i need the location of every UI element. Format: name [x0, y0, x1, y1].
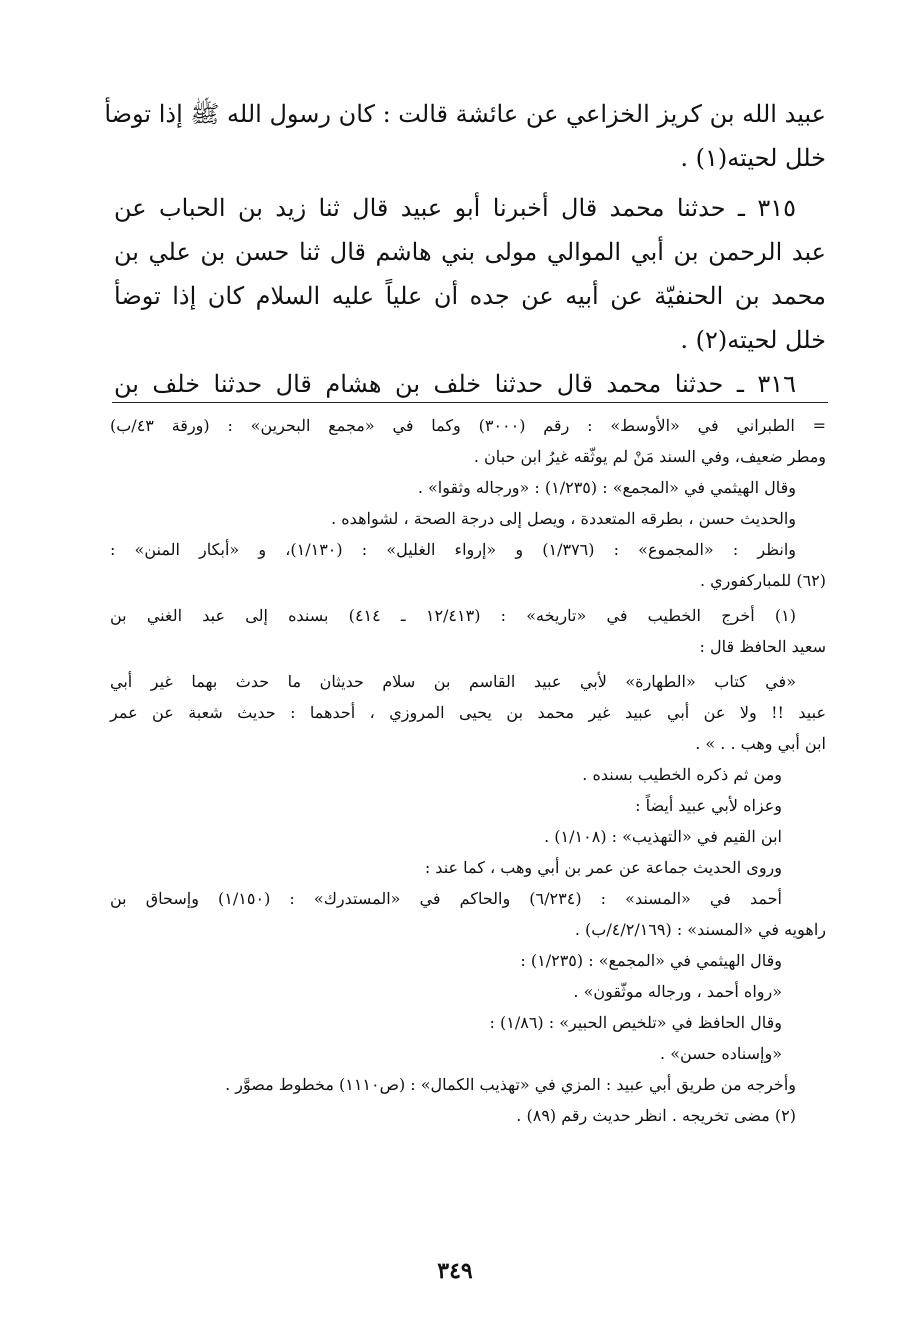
footnote-line: ابن القيم في «التهذيب» : (١/١٠٨) .	[544, 827, 782, 846]
footnote-line: وقال الهيثمي في «المجمع» : (١/٢٣٥) : «ورجاله وثقوا» .	[417, 478, 796, 497]
footnote-line: وقال الحافظ في «تلخيص الحبير» : (١/٨٦) :	[489, 1013, 782, 1032]
footnote-line: «رواه أحمد ، ورجاله موثّقون» .	[573, 982, 782, 1001]
page-number: ٣٤٩	[437, 1258, 473, 1284]
main-text-line: خلل لحيته(٢) .	[680, 326, 826, 354]
footnote-line: والحديث حسن ، بطرقه المتعددة ، ويصل إلى درجة الصحة ، لشواهده .	[331, 509, 796, 528]
footnote-line: «في كتاب «الطهارة» لأبي عبيد القاسم بن سلام حديثان ما حدث بهما غير أبي	[110, 672, 796, 691]
main-text-line: عبد الرحمن بن أبي الموالي مولى بني هاشم قال ثنا حسن بن علي بن	[114, 238, 826, 266]
footnote-line: ومطر ضعيف، وفي السند مَنْ لم يوثّقه غيرُ ابن حبان .	[473, 447, 826, 466]
footnote-line: وأخرجه من طريق أبي عبيد : المزي في «تهذيب الكمال» : (ص١١١٠) مخطوط مصوَّر .	[225, 1075, 796, 1094]
footnote-line: (٢) مضى تخريجه . انظر حديث رقم (٨٩) .	[516, 1106, 796, 1125]
main-text-line: عبيد الله بن كريز الخزاعي عن عائشة قالت : كان رسول الله ﷺ إذا توضأ	[104, 100, 826, 128]
footnote-line: راهويه في «المسند» : (٤/٢/١٦٩/ب) .	[574, 920, 826, 939]
footnote-line: = الطبراني في «الأوسط» : رقم (٣٠٠٠) وكما في «مجمع البحرين» : (ورقة ٤٣/ب)	[110, 416, 826, 435]
footnote-line: وعزاه لأبي عبيد أيضاً :	[635, 796, 782, 815]
footnote-line: ابن أبي وهب . . » .	[695, 734, 826, 753]
footnote-line: سعيد الحافظ قال :	[699, 637, 826, 656]
footnote-line: «وإسناده حسن» .	[660, 1044, 782, 1063]
footnote-line: وروى الحديث جماعة عن عمر بن أبي وهب ، كما عند :	[424, 858, 782, 877]
footnote-line: (٦٢) للمباركفوري .	[699, 571, 826, 590]
footnote-separator	[112, 402, 828, 403]
main-text-line: خلل لحيته(١) .	[680, 144, 826, 172]
footnote-line: (١) أخرج الخطيب في «تاريخه» : (١٢/٤١٣ ـ ٤١٤) بسنده إلى عبد الغني بن	[110, 606, 797, 625]
footnote-line: وقال الهيثمي في «المجمع» : (١/٢٣٥) :	[520, 951, 782, 970]
main-text-line: ٣١٦ ـ حدثنا محمد قال حدثنا خلف بن هشام قال حدثنا خلف بن	[114, 370, 796, 398]
footnote-line: وانظر : «المجموع» : (١/٣٧٦) و «إرواء الغليل» : (١/١٣٠)، و «أبكار المنن» :	[110, 540, 796, 559]
footnote-line: أحمد في «المسند» : (٦/٢٣٤) والحاكم في «المستدرك» : (١/١٥٠) وإسحاق بن	[110, 889, 782, 908]
main-text-block	[104, 92, 826, 406]
footnote-line: عبيد !! ولا عن أبي عبيد غير محمد بن يحيى المروزي ، أحدهما : حديث شعبة عن عمر	[110, 703, 826, 722]
main-text-line: ٣١٥ ـ حدثنا محمد قال أخبرنا أبو عبيد قال ثنا زيد بن الحباب عن	[114, 194, 796, 222]
footnotes-block	[110, 410, 826, 1131]
main-text-line: محمد بن الحنفيّة عن أبيه عن جده أن علياً عليه السلام كان إذا توضأ	[114, 282, 826, 310]
footnote-line: ومن ثم ذكره الخطيب بسنده .	[582, 765, 782, 784]
